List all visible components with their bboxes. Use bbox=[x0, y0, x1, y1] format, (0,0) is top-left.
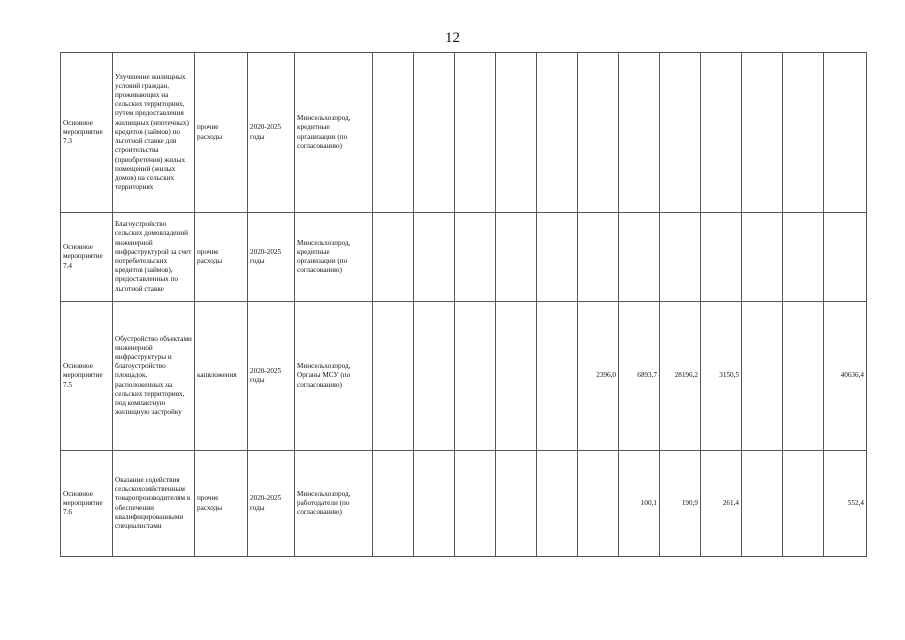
value-cell bbox=[414, 53, 455, 213]
value-cell: 100,1 bbox=[619, 451, 660, 557]
value-cell bbox=[373, 451, 414, 557]
expense-type: прочие расходы bbox=[195, 213, 248, 302]
value-cell: 2396,0 bbox=[578, 302, 619, 451]
value-cell bbox=[701, 213, 742, 302]
expense-type: прочие расходы bbox=[195, 451, 248, 557]
table-row bbox=[61, 302, 867, 451]
value-cell bbox=[373, 302, 414, 451]
value-cell bbox=[783, 302, 824, 451]
value-cell: 552,4 bbox=[824, 451, 867, 557]
value-cell bbox=[414, 213, 455, 302]
value-cell bbox=[537, 302, 578, 451]
executor: Минсельхозпрод, кредитные организации (по согласованию) bbox=[295, 53, 373, 213]
value-cell bbox=[783, 213, 824, 302]
program-activities-table bbox=[60, 52, 867, 557]
value-cell bbox=[455, 451, 496, 557]
value-cell bbox=[496, 451, 537, 557]
value-cell bbox=[742, 451, 783, 557]
page-number: 12 bbox=[445, 30, 460, 46]
value-cell bbox=[373, 53, 414, 213]
value-cell: 40636,4 bbox=[824, 302, 867, 451]
expense-type: капвложения bbox=[195, 302, 248, 451]
value-cell bbox=[824, 53, 867, 213]
activity-name: Основное мероприятие 7.5 bbox=[61, 302, 113, 451]
value-cell bbox=[455, 213, 496, 302]
executor: Минсельхозпрод, Органы МСУ (по согласованию) bbox=[295, 302, 373, 451]
value-cell bbox=[783, 451, 824, 557]
expense-type: прочие расходы bbox=[195, 53, 248, 213]
table-row bbox=[61, 451, 867, 557]
value-cell bbox=[496, 53, 537, 213]
value-cell bbox=[742, 213, 783, 302]
value-cell: 6893,7 bbox=[619, 302, 660, 451]
value-cell bbox=[414, 451, 455, 557]
value-cell bbox=[455, 53, 496, 213]
value-cell bbox=[660, 213, 701, 302]
period: 2020-2025 годы bbox=[248, 213, 295, 302]
value-cell: 190,9 bbox=[660, 451, 701, 557]
value-cell bbox=[619, 53, 660, 213]
activity-description: Улучшение жилищных условий граждан, проживающих на сельских территориях, путем предоставления жилищных (ипотечных) кредитов (займов) по льготной ставке для строительства (приобретения) жилых помещений (жилых домов) на сельских территориях bbox=[113, 53, 195, 213]
period: 2020-2025 годы bbox=[248, 451, 295, 557]
value-cell bbox=[578, 451, 619, 557]
value-cell: 261,4 bbox=[701, 451, 742, 557]
value-cell bbox=[414, 302, 455, 451]
executor: Минсельхозпрод, работодатели (по согласованию) bbox=[295, 451, 373, 557]
value-cell: 28196,2 bbox=[660, 302, 701, 451]
activity-name: Основное мероприятие 7.4 bbox=[61, 213, 113, 302]
value-cell bbox=[619, 213, 660, 302]
activity-description: Благоустройство сельских домовладений инженерной инфраструктурой за счет потребительских кредитов (займов), предоставленных по льготной ставке bbox=[113, 213, 195, 302]
value-cell bbox=[701, 53, 742, 213]
value-cell: 3150,5 bbox=[701, 302, 742, 451]
period: 2020-2025 годы bbox=[248, 53, 295, 213]
value-cell bbox=[783, 53, 824, 213]
value-cell bbox=[537, 451, 578, 557]
table-row bbox=[61, 213, 867, 302]
value-cell bbox=[824, 213, 867, 302]
value-cell bbox=[742, 53, 783, 213]
value-cell bbox=[455, 302, 496, 451]
value-cell bbox=[742, 302, 783, 451]
value-cell bbox=[537, 53, 578, 213]
value-cell bbox=[373, 213, 414, 302]
value-cell bbox=[660, 53, 701, 213]
value-cell bbox=[496, 302, 537, 451]
activity-name: Основное мероприятие 7.3 bbox=[61, 53, 113, 213]
activity-description: Оказание содействия сельскохозяйственным товаропроизводителям в обеспечении квалифицированными специалистами bbox=[113, 451, 195, 557]
period: 2020-2025 годы bbox=[248, 302, 295, 451]
value-cell bbox=[537, 213, 578, 302]
activity-description: Обустройство объектами инженерной инфраструктуры и благоустройство площадок, расположенных на сельских территориях, под компактную жилищную застройку bbox=[113, 302, 195, 451]
value-cell bbox=[578, 53, 619, 213]
activity-name: Основное мероприятие 7.6 bbox=[61, 451, 113, 557]
value-cell bbox=[578, 213, 619, 302]
table-row bbox=[61, 53, 867, 213]
executor: Минсельхозпрод, кредитные организации (по согласованию) bbox=[295, 213, 373, 302]
value-cell bbox=[496, 213, 537, 302]
